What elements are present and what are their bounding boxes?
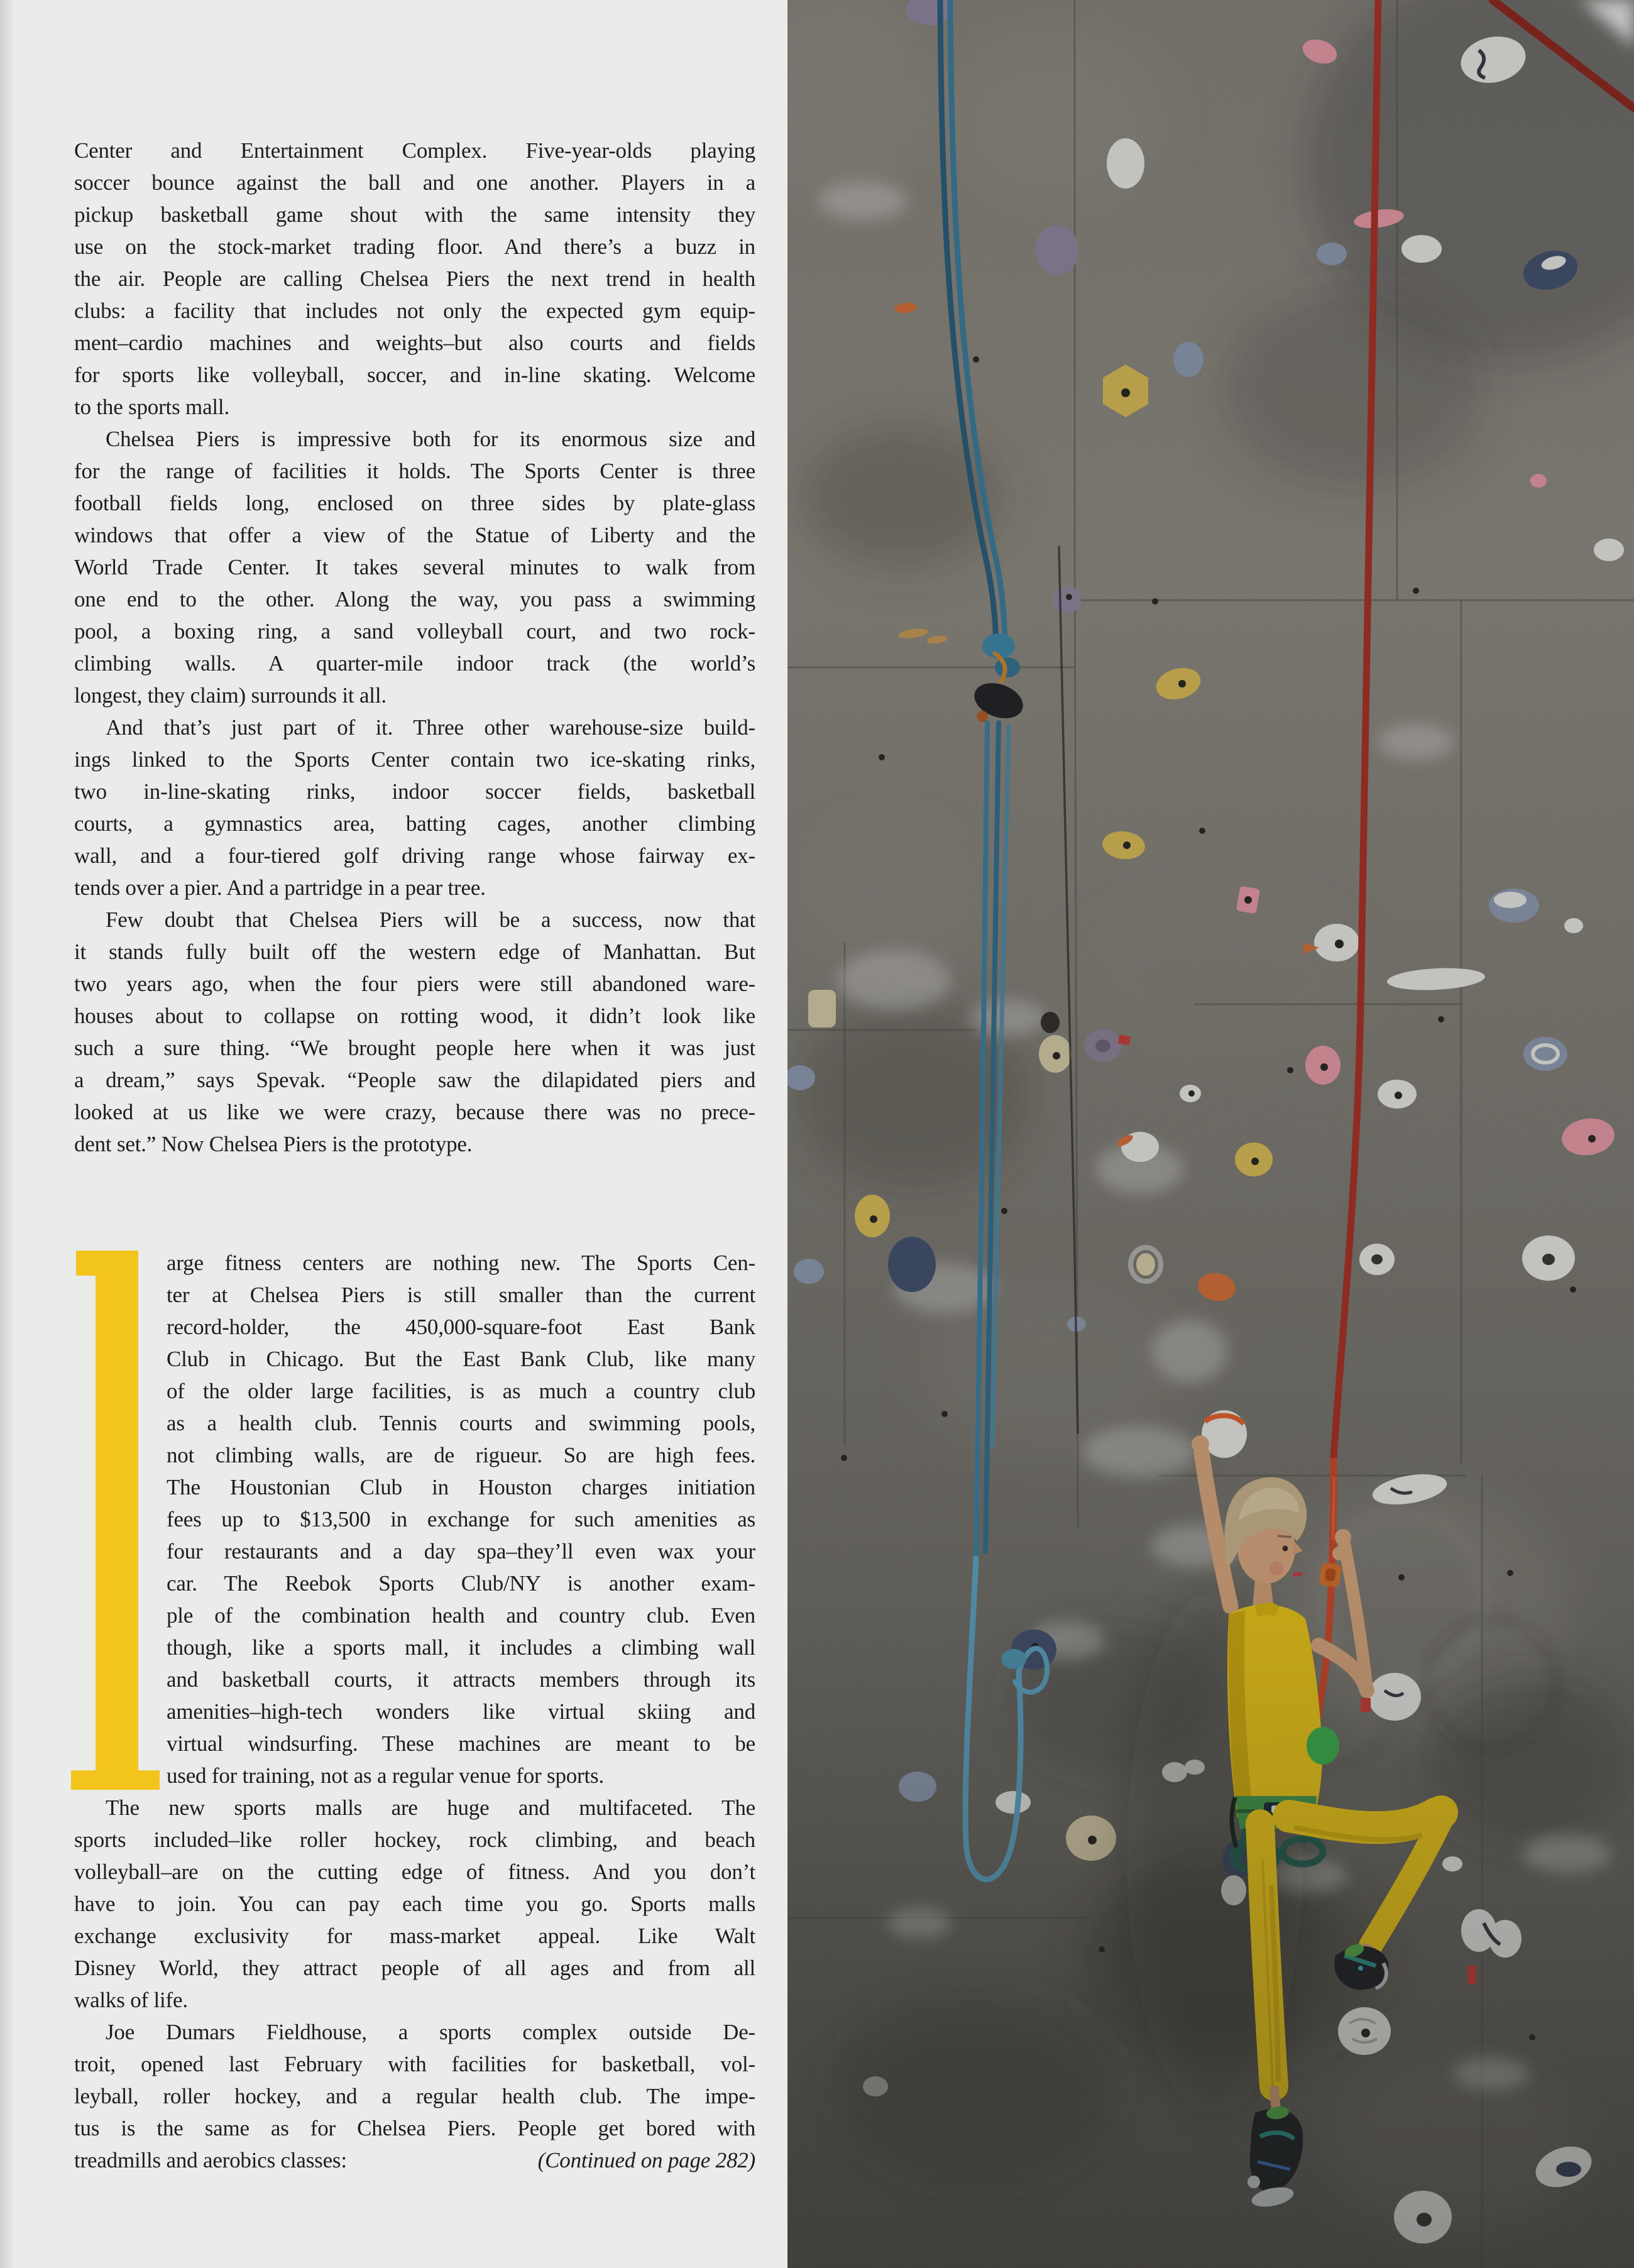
text-line: longest, they claim) surrounds it all.	[74, 683, 387, 708]
text-line: as a health club. Tennis courts and swimming pools,	[167, 1411, 755, 1435]
text-line: The new sports malls are huge and multifaceted. The	[106, 1795, 755, 1820]
text-line: ings linked to the Sports Center contain two ice-skating rinks,	[74, 747, 755, 772]
text-line: use on the stock-market trading floor. And there’s a buzz in	[74, 234, 755, 259]
text-line: tends over a pier. And a partridge in a pear tree.	[74, 875, 486, 900]
text-line: houses about to collapse on rotting wood, it didn’t look like	[74, 1004, 755, 1028]
text-line: ment–cardio machines and weights–but also courts and fields	[74, 331, 755, 355]
climbing-wall-photo	[787, 0, 1634, 2268]
text-line: not climbing walls, are de rigueur. So are high fees.	[167, 1443, 755, 1467]
text-line: The Houstonian Club in Houston charges initiation	[167, 1475, 755, 1499]
article-text-column	[74, 134, 755, 2176]
text-line: soccer bounce against the ball and one another. Players in a	[74, 170, 755, 195]
text-line: the air. People are calling Chelsea Piers the next trend in health	[74, 266, 755, 291]
text-line: Disney World, they attract people of all ages and from all	[74, 1956, 755, 1980]
text-line: such a sure thing. “We brought people here when it was just	[74, 1036, 755, 1060]
text-line: though, like a sports mall, it includes a climbing wall	[167, 1635, 755, 1660]
drop-cap-paragraph	[74, 1247, 755, 1792]
text-line: troit, opened last February with facilities for basketball, vol-	[74, 2052, 755, 2076]
text-line: courts, a gymnastics area, batting cages, another climbing	[74, 811, 755, 836]
text-line: Few doubt that Chelsea Piers will be a success, now that	[106, 907, 755, 932]
drop-cap-letter-L	[71, 1251, 160, 1790]
text-line: exchange exclusivity for mass-market appeal. Like Walt	[74, 1924, 755, 1948]
page-gutter-shadow	[0, 0, 14, 2268]
text-line: sports included–like roller hockey, rock climbing, and beach	[74, 1827, 755, 1852]
text-line: Club in Chicago. But the East Bank Club, like many	[167, 1347, 755, 1371]
text-line: used for training, not as a regular venue for sports.	[167, 1763, 604, 1788]
text-line: one end to the other. Along the way, you pass a swimming	[74, 587, 755, 611]
paragraph	[74, 1792, 755, 2016]
text-line: Center and Entertainment Complex. Five-year-olds playing	[74, 138, 755, 163]
text-line: for sports like volleyball, soccer, and in-line skating. Welcome	[74, 363, 755, 387]
text-line: ter at Chelsea Piers is still smaller than the current	[167, 1283, 755, 1307]
text-line: climbing walls. A quarter-mile indoor track (the world’s	[74, 651, 755, 676]
paragraph	[74, 904, 755, 1160]
text-line: a dream,” says Spevak. “People saw the dilapidated piers and	[74, 1068, 755, 1092]
text-line: to the sports mall.	[74, 395, 230, 419]
text-line: have to join. You can pay each time you go. Sports malls	[74, 1892, 755, 1916]
paragraph	[74, 134, 755, 423]
text-line: walks of life.	[74, 1988, 188, 2012]
paragraph	[74, 423, 755, 711]
text-line: two in-line-skating rinks, indoor soccer fields, basketball	[74, 779, 755, 804]
text-line: football fields long, enclosed on three sides by plate-glass	[74, 491, 755, 515]
text-line: car. The Reebok Sports Club/NY is another exam-	[167, 1571, 755, 1596]
paragraph	[74, 711, 755, 904]
text-line: pickup basketball game shout with the same intensity they	[74, 202, 755, 227]
text-line: it stands fully built off the western edge of Manhattan. But	[74, 940, 755, 964]
text-line: arge fitness centers are nothing new. The Sports Cen-	[167, 1251, 755, 1275]
film-grain-overlay	[787, 0, 1634, 2268]
text-line: for the range of facilities it holds. The Sports Center is three	[74, 459, 755, 483]
text-line: ple of the combination health and country club. Even	[167, 1603, 755, 1628]
text-line: World Trade Center. It takes several minutes to walk from	[74, 555, 755, 579]
text-line: tus is the same as for Chelsea Piers. People get bored with	[74, 2116, 755, 2140]
text-line: fees up to $13,500 in exchange for such amenities as	[167, 1507, 755, 1531]
continued-note: (Continued on page 282)	[537, 2148, 755, 2172]
climbing-wall-photo-svg	[787, 0, 1634, 2268]
text-line: And that’s just part of it. Three other warehouse-size build-	[106, 715, 755, 740]
text-line: two years ago, when the four piers were still abandoned ware-	[74, 972, 755, 996]
text-line: amenities–high-tech wonders like virtual skiing and	[167, 1699, 755, 1724]
text-line: pool, a boxing ring, a sand volleyball court, and two rock-	[74, 619, 755, 644]
text-line: leyball, roller hockey, and a regular health club. The impe-	[74, 2084, 755, 2108]
text-line	[74, 2144, 755, 2176]
text-line: record-holder, the 450,000-square-foot East Bank	[167, 1315, 755, 1339]
text-line: Joe Dumars Fieldhouse, a sports complex outside De-	[106, 2020, 755, 2044]
text-line: clubs: a facility that includes not only the expected gym equip-	[74, 299, 755, 323]
text-line: looked at us like we were crazy, because there was no prece-	[74, 1100, 755, 1124]
text-line: of the older large facilities, is as much a country club	[167, 1379, 755, 1403]
paragraph	[74, 2016, 755, 2176]
text-line: wall, and a four-tiered golf driving range whose fairway ex-	[74, 843, 755, 868]
text-line: and basketball courts, it attracts members through its	[167, 1667, 755, 1692]
text-line: dent set.” Now Chelsea Piers is the prototype.	[74, 1132, 473, 1156]
text-line-fragment: treadmills and aerobics classes:	[74, 2148, 347, 2172]
text-line: volleyball–are on the cutting edge of fitness. And you don’t	[74, 1860, 755, 1884]
text-line: windows that offer a view of the Statue of Liberty and the	[74, 523, 755, 547]
text-line: Chelsea Piers is impressive both for its enormous size and	[106, 427, 755, 451]
text-line: virtual windsurfing. These machines are meant to be	[167, 1731, 755, 1756]
text-line: four restaurants and a day spa–they’ll even wax your	[167, 1539, 755, 1564]
